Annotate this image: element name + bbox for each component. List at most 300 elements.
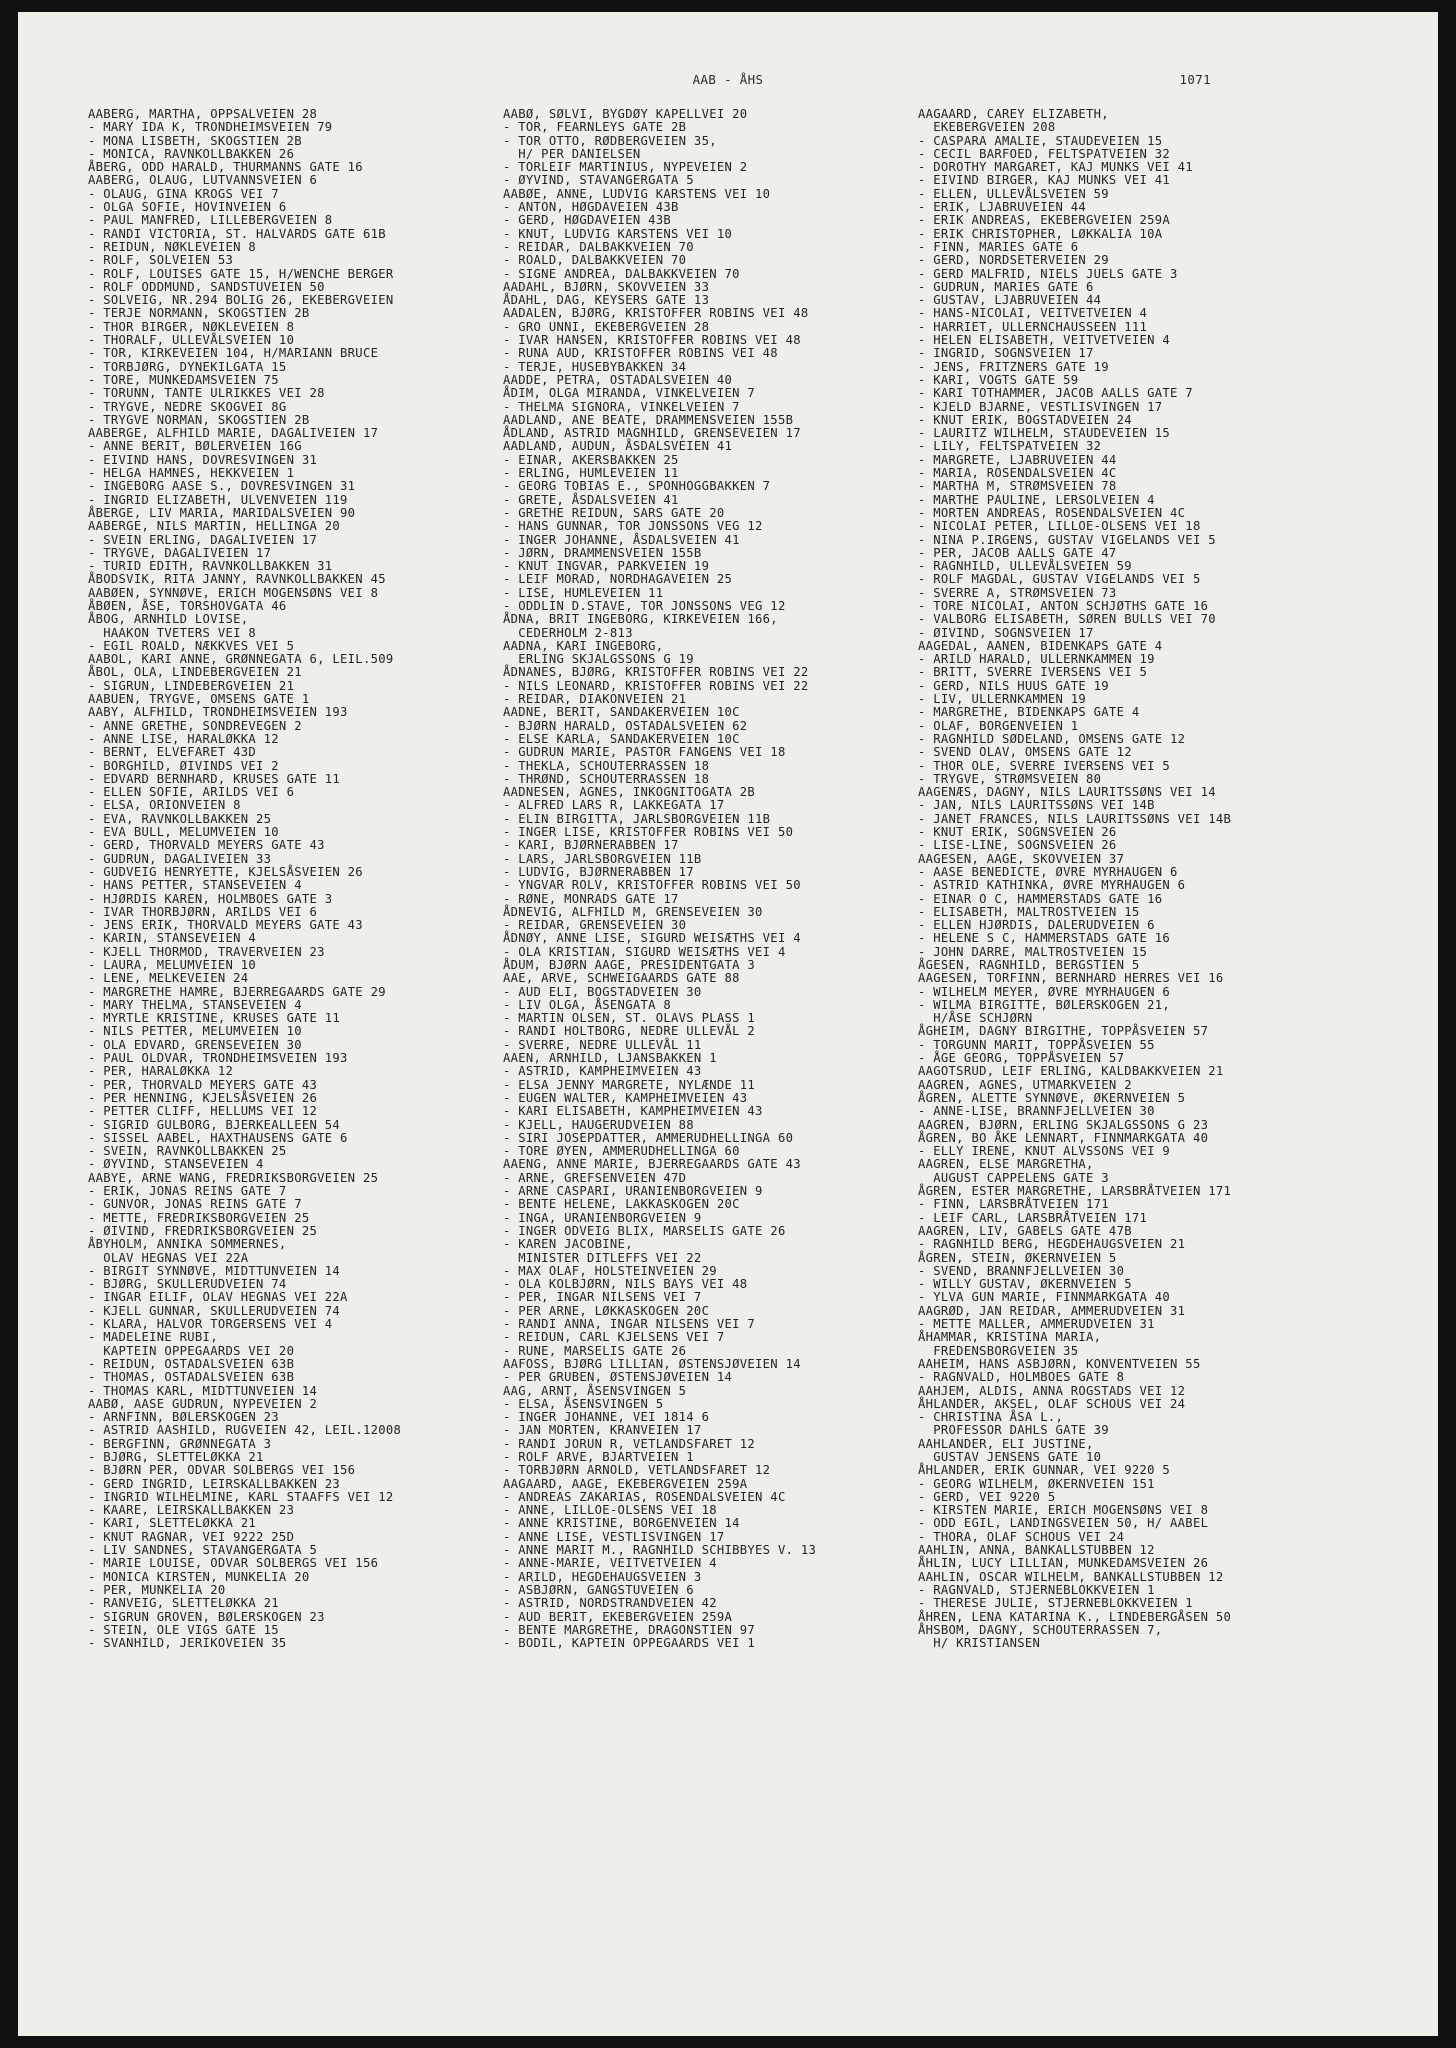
listing-entry: - ELSA, ÅSENSVINGEN 5 bbox=[503, 1396, 664, 1411]
listing-entry: AAHLANDER, ELI JUSTINE, bbox=[918, 1436, 1094, 1451]
listing-entry: AADLAND, ANE BEATE, DRAMMENSVEIEN 155B bbox=[503, 412, 794, 427]
listing-entry: - JØRN, DRAMMENSVEIEN 155B bbox=[503, 545, 702, 560]
listing-entry: - RANVEIG, SLETTELØKKA 21 bbox=[88, 1596, 279, 1611]
listing-entry: - PER HENNING, KJELSÅSVEIEN 26 bbox=[88, 1090, 318, 1105]
listing-entry: - BIRGIT SYNNØVE, MIDTTUNVEIEN 14 bbox=[88, 1263, 341, 1278]
listing-entry: - MARTHA M, STRØMSVEIEN 78 bbox=[918, 479, 1117, 494]
listing-entry: AADNE, BERIT, SANDAKERVEIEN 10C bbox=[503, 705, 740, 720]
listing-entry: AADDE, PETRA, OSTADALSVEIEN 40 bbox=[503, 372, 733, 387]
listing-entry: CEDERHOLM 2-813 bbox=[503, 625, 633, 640]
listing-entry: - KAARE, LEIRSKALLBAKKEN 23 bbox=[88, 1503, 295, 1518]
listing-entry: - KNUT RAGNAR, VEI 9222 25D bbox=[88, 1529, 295, 1544]
listing-entry: AAGREN, ELSE MARGRETHA, bbox=[918, 1157, 1094, 1172]
listing-entry: - ASTRID, NORDSTRANDVEIEN 42 bbox=[503, 1596, 717, 1611]
listing-entry: - AUD BERIT, EKEBERGVEIEN 259A bbox=[503, 1609, 733, 1624]
listing-entry: ÅHLANDER, ERIK GUNNAR, VEI 9220 5 bbox=[918, 1463, 1171, 1478]
listing-entry: - ARNFINN, BØLERSKOGEN 23 bbox=[88, 1410, 279, 1425]
listing-entry: ÅGESEN, RAGNHILD, BERGSTIEN 5 bbox=[918, 958, 1140, 972]
listing-entry: - PER, JACOB AALLS GATE 47 bbox=[918, 545, 1117, 560]
listing-entry: - HELEN ELISABETH, VEITVETVEIEN 4 bbox=[918, 333, 1171, 348]
listing-entry: - GERD, THORVALD MEYERS GATE 43 bbox=[88, 838, 325, 853]
listing-entry: - EVA BULL, MELUMVEIEN 10 bbox=[88, 825, 279, 840]
listing-entry: - HELGA HAMNES, HEKKVEIEN 1 bbox=[88, 466, 295, 481]
listing-entry: - ØIVIND, SOGNSVEIEN 17 bbox=[918, 625, 1094, 640]
listing-entry: - MARIE LOUISE, ODVAR SOLBERGS VEI 156 bbox=[88, 1556, 379, 1571]
listing-entry: - EVA, RAVNKOLLBAKKEN 25 bbox=[88, 811, 272, 826]
listing-entry: - KNUT ERIK, SOGNSVEIEN 26 bbox=[918, 825, 1117, 840]
listing-entry: ERLING SKJALGSSONS G 19 bbox=[503, 652, 694, 667]
listing-entry: - PER, HARALØKKA 12 bbox=[88, 1064, 234, 1079]
listing-entry: - SIGRUN GROVEN, BØLERSKOGEN 23 bbox=[88, 1609, 325, 1624]
listing-entry: - RANDI JORUN R, VETLANDSFARET 12 bbox=[503, 1436, 756, 1451]
listing-entry: - PAUL OLDVAR, TRONDHEIMSVEIEN 193 bbox=[88, 1051, 348, 1066]
listing-entry: - OLA EDVARD, GRENSEVEIEN 30 bbox=[88, 1037, 302, 1052]
listing-entry: - MORTEN ANDREAS, ROSENDALSVEIEN 4C bbox=[918, 505, 1186, 520]
listing-entry: - GRO UNNI, EKEBERGVEIEN 28 bbox=[503, 319, 710, 334]
listing-entry: - GUSTAV, LJABRUVEIEN 44 bbox=[918, 293, 1102, 308]
listing-entry: - INGER ODVEIG BLIX, MARSELIS GATE 26 bbox=[503, 1223, 786, 1238]
listing-entry: - GRETHE REIDUN, SARS GATE 20 bbox=[503, 505, 725, 520]
listing-entry: - GERD MALFRID, NIELS JUELS GATE 3 bbox=[918, 266, 1178, 281]
listing-entry: - SVANHILD, JERIKOVEIEN 35 bbox=[88, 1636, 287, 1651]
listing-entry: - NILS PETTER, MELUMVEIEN 10 bbox=[88, 1024, 302, 1039]
listing-entry: - ROLF ARVE, BJARTVEIEN 1 bbox=[503, 1449, 694, 1464]
listing-entry: - ROALD, DALBAKKVEIEN 70 bbox=[503, 253, 687, 268]
listing-entry: ÅGREN, BO ÅKE LENNART, FINNMARKGATA 40 bbox=[918, 1130, 1209, 1145]
listing-entry: - ANNE KRISTINE, BORGENVEIEN 14 bbox=[503, 1516, 740, 1531]
listing-column-3 bbox=[918, 108, 1343, 1650]
listing-entry: - KLARA, HALVOR TORGERSENS VEI 4 bbox=[88, 1317, 333, 1332]
listing-entry: AAGESEN, AAGE, SKOVVEIEN 37 bbox=[918, 851, 1125, 866]
listing-entry: KAPTEIN OPPEGAARDS VEI 20 bbox=[88, 1343, 295, 1358]
listing-entry: - TOR, KIRKEVEIEN 104, H/MARIANN BRUCE bbox=[88, 346, 379, 361]
listing-entry: - INGER JOHANNE, ÅSDALSVEIEN 41 bbox=[503, 532, 740, 547]
listing-entry: - FINN, LARSBRÅTVEIEN 171 bbox=[918, 1197, 1109, 1212]
listing-entry: - ANNE-LISE, BRANNFJELLVEIEN 30 bbox=[918, 1104, 1155, 1119]
listing-entry: FREDENSBORGVEIEN 35 bbox=[918, 1343, 1079, 1358]
listing-entry: - THORA, OLAF SCHOUS VEI 24 bbox=[918, 1529, 1125, 1544]
listing-entry: - KNUT, LUDVIG KARSTENS VEI 10 bbox=[503, 226, 733, 241]
listing-entry: - BENTE MARGRETHE, DRAGONSTIEN 97 bbox=[503, 1622, 756, 1637]
listing-entry: - WILMA BIRGITTE, BØLERSKOGEN 21, bbox=[918, 997, 1171, 1012]
listing-entry: - ELISABETH, MALTROSTVEIEN 15 bbox=[918, 904, 1140, 919]
listing-entry: - ASTRID KATHINKA, ØVRE MYRHAUGEN 6 bbox=[918, 878, 1186, 893]
listing-entry: - JAN MORTEN, KRANVEIEN 17 bbox=[503, 1423, 702, 1438]
listing-entry: - ELLY IRENE, KNUT ALVSSONS VEI 9 bbox=[918, 1144, 1171, 1159]
listing-entry: - SVEIN ERLING, DAGALIVEIEN 17 bbox=[88, 532, 318, 547]
listing-entry: - CECIL BARFOED, FELTSPATVEIEN 32 bbox=[918, 146, 1171, 161]
listing-entry: - KARI TOTHAMMER, JACOB AALLS GATE 7 bbox=[918, 386, 1193, 401]
listing-entry: - ROLF MAGDAL, GUSTAV VIGELANDS VEI 5 bbox=[918, 572, 1201, 587]
listing-entry: - ELIN BIRGITTA, JARLSBORGVEIEN 11B bbox=[503, 811, 771, 826]
listing-entry: - ÅGE GEORG, TOPPÅSVEIEN 57 bbox=[918, 1051, 1125, 1066]
listing-entry: - ASTRID AASHILD, RUGVEIEN 42, LEIL.12008 bbox=[88, 1423, 402, 1438]
listing-entry: - YLVA GUN MARIE, FINNMARKGATA 40 bbox=[918, 1290, 1171, 1305]
listing-entry: - RUNE, MARSELIS GATE 26 bbox=[503, 1343, 687, 1358]
listing-entry: - YNGVAR ROLV, KRISTOFFER ROBINS VEI 50 bbox=[503, 878, 801, 893]
listing-entry: - GUDRUN, MARIES GATE 6 bbox=[918, 279, 1094, 294]
listing-entry: - THOR BIRGER, NØKLEVEIEN 8 bbox=[88, 319, 295, 334]
listing-entry: - MARY THELMA, STANSEVEIEN 4 bbox=[88, 997, 302, 1012]
listing-entry: - MADELEINE RUBI, bbox=[88, 1330, 218, 1345]
listing-entry: - JANET FRANCES, NILS LAURITSSØNS VEI 14B bbox=[918, 811, 1232, 826]
listing-entry: AABY, ALFHILD, TRONDHEIMSVEIEN 193 bbox=[88, 705, 348, 720]
listing-entry: - BJØRN HARALD, OSTADALSVEIEN 62 bbox=[503, 718, 748, 733]
listing-entry: AABUEN, TRYGVE, OMSENS GATE 1 bbox=[88, 692, 310, 707]
listing-entry: - MARGRETE, LJABRUVEIEN 44 bbox=[918, 452, 1117, 467]
listing-entry: - LISE, HUMLEVEIEN 11 bbox=[503, 585, 664, 600]
listing-entry: - ASBJØRN, GANGSTUVEIEN 6 bbox=[503, 1582, 694, 1597]
listing-entry: - INGRID WILHELMINE, KARL STAAFFS VEI 12 bbox=[88, 1489, 394, 1504]
listing-entry: - GUDRUN MARIE, PASTOR FANGENS VEI 18 bbox=[503, 745, 786, 760]
listing-entry: - OLA KOLBJØRN, NILS BAYS VEI 48 bbox=[503, 1277, 748, 1292]
listing-entry: H/ PER DANIELSEN bbox=[503, 146, 641, 161]
listing-entry: AABØE, ANNE, LUDVIG KARSTENS VEI 10 bbox=[503, 186, 771, 201]
listing-entry: - ARILD HARALD, ULLERNKAMMEN 19 bbox=[918, 652, 1155, 667]
listing-entry: - SIRI JOSEPDATTER, AMMERUDHELLINGA 60 bbox=[503, 1130, 794, 1145]
listing-entry: ÅGHEIM, DAGNY BIRGITHE, TOPPÅSVEIEN 57 bbox=[918, 1024, 1209, 1039]
listing-entry: - ARILD, HEGDEHAUGSVEIEN 3 bbox=[503, 1569, 702, 1584]
listing-entry: AABERGE, NILS MARTIN, HELLINGA 20 bbox=[88, 519, 341, 534]
listing-entry: - TORE ØYEN, AMMERUDHELLINGA 60 bbox=[503, 1144, 740, 1159]
listing-entry: AAGAARD, CAREY ELIZABETH, bbox=[918, 108, 1109, 121]
listing-entry: - TURID EDITH, RAVNKOLLBAKKEN 31 bbox=[88, 559, 333, 574]
listing-entry: - PETTER CLIFF, HELLUMS VEI 12 bbox=[88, 1104, 318, 1119]
listing-entry: PROFESSOR DAHLS GATE 39 bbox=[918, 1423, 1109, 1438]
listing-entry: AAFOSS, BJØRG LILLIAN, ØSTENSJØVEIEN 14 bbox=[503, 1356, 801, 1371]
listing-entry: - METTE MALLER, AMMERUDVEIEN 31 bbox=[918, 1317, 1155, 1332]
listing-entry: - MARTHE PAULINE, LERSOLVEIEN 4 bbox=[918, 492, 1155, 507]
listing-entry: - TORUNN, TANTE ULRIKKES VEI 28 bbox=[88, 386, 325, 401]
listing-entry: - AUD ELI, BOGSTADVEIEN 30 bbox=[503, 984, 702, 999]
listing-entry: - TERJE, HUSEBYBAKKEN 34 bbox=[503, 359, 687, 374]
listing-entry: AAGESEN, TORFINN, BERNHARD HERRES VEI 16 bbox=[918, 971, 1224, 986]
listing-entry: - METTE, FREDRIKSBORGVEIEN 25 bbox=[88, 1210, 310, 1225]
listing-entry: ÅBOL, OLA, LINDEBERGVEIEN 21 bbox=[88, 665, 302, 680]
listing-entry: - TRYGVE, STRØMSVEIEN 80 bbox=[918, 771, 1102, 786]
listing-entry: - LENE, MELKEVEIEN 24 bbox=[88, 971, 249, 986]
listing-entry: - ERIK, JONAS REINS GATE 7 bbox=[88, 1184, 287, 1199]
listing-entry: - REIDAR, DALBAKKVEIEN 70 bbox=[503, 239, 694, 254]
listing-column-2 bbox=[503, 108, 928, 1650]
listing-entry: - KJELL THORMOD, TRAVERVEIEN 23 bbox=[88, 944, 325, 959]
listing-entry: - ANNE LISE, HARALØKKA 12 bbox=[88, 731, 279, 746]
listing-entry: - EGIL ROALD, NÆKKVES VEI 5 bbox=[88, 638, 295, 653]
listing-entry: - ANNE MARIT M., RAGNHILD SCHIBBYES V. 13 bbox=[503, 1543, 817, 1558]
listing-entry: - PER, INGAR NILSENS VEI 7 bbox=[503, 1290, 702, 1305]
listing-entry: - SIGRID GULBORG, BJERKEALLEEN 54 bbox=[88, 1117, 341, 1132]
listing-entry: - MARY IDA K, TRONDHEIMSVEIEN 79 bbox=[88, 120, 333, 135]
listing-entry: - RAGNVALD, HOLMBOES GATE 8 bbox=[918, 1370, 1125, 1385]
listing-entry: - THOMAS, OSTADALSVEIEN 63B bbox=[88, 1370, 295, 1385]
listing-entry: - KAREN JACOBINE, bbox=[503, 1237, 633, 1252]
listing-entry: - JENS, FRITZNERS GATE 19 bbox=[918, 359, 1109, 374]
page-number: 1071 bbox=[1179, 72, 1211, 87]
listing-entry: - TRYGVE, NEDRE SKOGVEI 8G bbox=[88, 399, 287, 414]
listing-entry: AAGAARD, AAGE, EKEBERGVEIEN 259A bbox=[503, 1476, 748, 1491]
listing-entry: AAGOTSRUD, LEIF ERLING, KALDBAKKVEIEN 21 bbox=[918, 1064, 1224, 1079]
listing-entry: - OLAUG, GINA KROGS VEI 7 bbox=[88, 186, 279, 201]
listing-entry: - HARRIET, ULLERNCHAUSSEEN 111 bbox=[918, 319, 1148, 334]
listing-entry: - ANTON, HØGDAVEIEN 43B bbox=[503, 200, 679, 215]
listing-entry: MINISTER DITLEFFS VEI 22 bbox=[503, 1250, 702, 1265]
listing-entry: - REIDUN, OSTADALSVEIEN 63B bbox=[88, 1356, 295, 1371]
listing-entry: - BRITT, SVERRE IVERSENS VEI 5 bbox=[918, 665, 1148, 680]
listing-entry: - PER, MUNKELIA 20 bbox=[88, 1582, 226, 1597]
listing-entry: - WILHELM MEYER, ØVRE MYRHAUGEN 6 bbox=[918, 984, 1171, 999]
listing-entry: - GEORG TOBIAS E., SPONHOGGBAKKEN 7 bbox=[503, 479, 771, 494]
listing-entry: ÅHLIN, LUCY LILLIAN, MUNKEDAMSVEIEN 26 bbox=[918, 1556, 1209, 1571]
listing-entry: - THEKLA, SCHOUTERRASSEN 18 bbox=[503, 758, 710, 773]
listing-entry: - JOHN DARRE, MALTROSTVEIEN 15 bbox=[918, 944, 1148, 959]
directory-page bbox=[18, 12, 1438, 2036]
listing-entry: EKEBERGVEIEN 208 bbox=[918, 120, 1056, 135]
listing-entry: - PAUL MANFRED, LILLEBERGVEIEN 8 bbox=[88, 213, 333, 228]
listing-entry: AADLAND, AUDUN, ÅSDALSVEIEN 41 bbox=[503, 439, 733, 454]
listing-entry: - KARIN, STANSEVEIEN 4 bbox=[88, 931, 257, 946]
listing-entry: - GERD, NILS HUUS GATE 19 bbox=[918, 678, 1109, 693]
listing-entry: - HJØRDIS KAREN, HOLMBOES GATE 3 bbox=[88, 891, 333, 906]
running-header-range: AAB - ÅHS bbox=[692, 72, 764, 87]
listing-entry: ÅBYHOLM, ANNIKA SOMMERNES, bbox=[88, 1237, 287, 1252]
listing-entry: - KARI, SLETTELØKKA 21 bbox=[88, 1516, 257, 1531]
listing-entry: - LISE-LINE, SOGNSVEIEN 26 bbox=[918, 838, 1117, 853]
listing-entry: ÅDUM, BJØRN AAGE, PRESIDENTGATA 3 bbox=[503, 958, 756, 972]
listing-entry: - ØYVIND, STANSEVEIEN 4 bbox=[88, 1157, 264, 1172]
listing-entry: AABERG, MARTHA, OPPSALVEIEN 28 bbox=[88, 108, 318, 121]
listing-entry: - GRETE, ÅSDALSVEIEN 41 bbox=[503, 492, 679, 507]
listing-entry: - BENTE HELENE, LAKKASKOGEN 20C bbox=[503, 1197, 740, 1212]
listing-entry: - BODIL, KAPTEIN OPPEGAARDS VEI 1 bbox=[503, 1636, 756, 1651]
listing-entry: ÅDLAND, ASTRID MAGNHILD, GRENSEVEIEN 17 bbox=[503, 426, 801, 441]
listing-entry: - GUDVEIG HENRYETTE, KJELSÅSVEIEN 26 bbox=[88, 864, 363, 879]
listing-entry: AAGREN, BJØRN, ERLING SKJALGSSONS G 23 bbox=[918, 1117, 1209, 1132]
listing-entry: - MONA LISBETH, SKOGSTIEN 2B bbox=[88, 133, 302, 148]
listing-entry: - TORE, MUNKEDAMSVEIEN 75 bbox=[88, 372, 279, 387]
listing-entry: - TRYGVE, DAGALIVEIEN 17 bbox=[88, 545, 272, 560]
listing-entry: - BERNT, ELVEFARET 43D bbox=[88, 745, 257, 760]
listing-entry: - STEIN, OLE VIGS GATE 15 bbox=[88, 1622, 279, 1637]
listing-entry: - TOR OTTO, RØDBERGVEIEN 35, bbox=[503, 133, 717, 148]
listing-entry: - KNUT INGVAR, PARKVEIEN 19 bbox=[503, 559, 710, 574]
listing-entry: - KNUT ERIK, BOGSTADVEIEN 24 bbox=[918, 412, 1132, 427]
listing-entry: - OLGA SOFIE, HOVINVEIEN 6 bbox=[88, 200, 287, 215]
listing-entry: ÅBODSVIK, RITA JANNY, RAVNKOLLBAKKEN 45 bbox=[88, 572, 386, 587]
listing-entry: - RUNA AUD, KRISTOFFER ROBINS VEI 48 bbox=[503, 346, 778, 361]
listing-entry: - KJELD BJARNE, VESTLISVINGEN 17 bbox=[918, 399, 1163, 414]
listing-entry: AAHLIN, OSCAR WILHELM, BANKALLSTUBBEN 12 bbox=[918, 1569, 1224, 1584]
listing-entry: AAGEDAL, AANEN, BIDENKAPS GATE 4 bbox=[918, 638, 1163, 653]
listing-entry: - REIDUN, NØKLEVEIEN 8 bbox=[88, 239, 257, 254]
listing-entry: - ODDLIN D.STAVE, TOR JONSSONS VEG 12 bbox=[503, 598, 786, 613]
listing-entry: - RANDI VICTORIA, ST. HALVARDS GATE 61B bbox=[88, 226, 386, 241]
listing-entry: - LARS, JARLSBORGVEIEN 11B bbox=[503, 851, 702, 866]
listing-entry: - BERGFINN, GRØNNEGATA 3 bbox=[88, 1436, 272, 1451]
listing-entry: - AASE BENEDICTE, ØVRE MYRHAUGEN 6 bbox=[918, 864, 1178, 879]
listing-entry: - ASTRID, KAMPHEIMVEIEN 43 bbox=[503, 1064, 702, 1079]
listing-entry: - HANS-NICOLAI, VEITVETVEIEN 4 bbox=[918, 306, 1148, 321]
listing-entry: - RAGNVALD, STJERNEBLOKKVEIEN 1 bbox=[918, 1582, 1155, 1597]
listing-entry: - SIGNE ANDREA, DALBAKKVEIEN 70 bbox=[503, 266, 740, 281]
listing-entry: - SVERRE A, STRØMSVEIEN 73 bbox=[918, 585, 1117, 600]
listing-entry: - GERD, VEI 9220 5 bbox=[918, 1489, 1056, 1504]
listing-entry: - HANS PETTER, STANSEVEIEN 4 bbox=[88, 878, 302, 893]
listing-entry: AAG, ARNT, ÅSENSVINGEN 5 bbox=[503, 1383, 687, 1398]
listing-entry: - MARGRETHE HAMRE, BJERREGAARDS GATE 29 bbox=[88, 984, 386, 999]
listing-entry: - ERLING, HUMLEVEIEN 11 bbox=[503, 466, 679, 481]
listing-entry: - SVERRE, NEDRE ULLEVÅL 11 bbox=[503, 1037, 702, 1052]
listing-entry: - ERIK ANDREAS, EKEBERGVEIEN 259A bbox=[918, 213, 1171, 228]
listing-entry: ÅDNA, BRIT INGEBORG, KIRKEVEIEN 166, bbox=[503, 612, 778, 627]
listing-entry: - ERIK, LJABRUVEIEN 44 bbox=[918, 200, 1087, 215]
listing-entry: - EINAR, AKERSBAKKEN 25 bbox=[503, 452, 679, 467]
listing-entry: - NICOLAI PETER, LILLOE-OLSENS VEI 18 bbox=[918, 519, 1201, 534]
listing-entry: AAGRØD, JAN REIDAR, AMMERUDVEIEN 31 bbox=[918, 1303, 1186, 1318]
listing-entry: - EIVIND BIRGER, KAJ MUNKS VEI 41 bbox=[918, 173, 1171, 188]
listing-entry: - KARI, BJØRNERABBEN 17 bbox=[503, 838, 679, 853]
listing-entry: ÅDIM, OLGA MIRANDA, VINKELVEIEN 7 bbox=[503, 386, 756, 401]
listing-entry: - GERD INGRID, LEIRSKALLBAKKEN 23 bbox=[88, 1476, 341, 1491]
listing-entry: - ELSA JENNY MARGRETE, NYLÆNDE 11 bbox=[503, 1077, 756, 1092]
listing-entry: - KJELL GUNNAR, SKULLERUDVEIEN 74 bbox=[88, 1303, 341, 1318]
listing-entry: AAGREN, LIV, GABELS GATE 47B bbox=[918, 1223, 1132, 1238]
listing-entry: - CHRISTINA ÅSA L., bbox=[918, 1410, 1064, 1425]
listing-entry: - TERJE NORMANN, SKOGSTIEN 2B bbox=[88, 306, 310, 321]
listing-entry: AAGREN, AGNES, UTMARKVEIEN 2 bbox=[918, 1077, 1132, 1092]
listing-entry: - ELLEN HJØRDIS, DALERUDVEIEN 6 bbox=[918, 918, 1155, 933]
listing-entry: - INGEBORG AASE S., DOVRESVINGEN 31 bbox=[88, 479, 356, 494]
listing-entry: ÅGREN, STEIN, ØKERNVEIEN 5 bbox=[918, 1250, 1117, 1265]
listing-entry: - JAN, NILS LAURITSSØNS VEI 14B bbox=[918, 798, 1155, 813]
listing-entry: AABERGE, ALFHILD MARIE, DAGALIVEIEN 17 bbox=[88, 426, 379, 441]
listing-entry: AADALEN, BJØRG, KRISTOFFER ROBINS VEI 48 bbox=[503, 306, 809, 321]
listing-entry: - MARTIN OLSEN, ST. OLAVS PLASS 1 bbox=[503, 1011, 756, 1026]
listing-entry: - LUDVIG, BJØRNERABBEN 17 bbox=[503, 864, 694, 879]
listing-entry: - TORE NICOLAI, ANTON SCHJØTHS GATE 16 bbox=[918, 598, 1209, 613]
listing-entry: ÅDNEVIG, ALFHILD M, GRENSEVEIEN 30 bbox=[503, 904, 763, 919]
listing-entry: - REIDUN, CARL KJELSENS VEI 7 bbox=[503, 1330, 725, 1345]
listing-entry: ÅDAHL, DAG, KEYSERS GATE 13 bbox=[503, 293, 710, 308]
listing-entry: - ØYVIND, STAVANGERGATA 5 bbox=[503, 173, 694, 188]
listing-entry: - ALFRED LARS R, LAKKEGATA 17 bbox=[503, 798, 725, 813]
listing-entry: - MONICA, RAVNKOLLBAKKEN 26 bbox=[88, 146, 295, 161]
listing-entry: ÅDNANES, BJØRG, KRISTOFFER ROBINS VEI 22 bbox=[503, 665, 809, 680]
listing-entry: - LEIF MORAD, NORDHAGAVEIEN 25 bbox=[503, 572, 733, 587]
listing-entry: - KIRSTEN MARIE, ERICH MOGENSØNS VEI 8 bbox=[918, 1503, 1209, 1518]
listing-entry: - SOLVEIG, NR.294 BOLIG 26, EKEBERGVEIEN bbox=[88, 293, 394, 308]
listing-entry: - ØIVIND, FREDRIKSBORGVEIEN 25 bbox=[88, 1223, 318, 1238]
listing-entry: - IVAR HANSEN, KRISTOFFER ROBINS VEI 48 bbox=[503, 333, 801, 348]
listing-entry: - MONICA KIRSTEN, MUNKELIA 20 bbox=[88, 1569, 310, 1584]
listing-entry: AABØ, SØLVI, BYGDØY KAPELLVEI 20 bbox=[503, 108, 748, 121]
listing-entry: - MAX OLAF, HOLSTEINVEIEN 29 bbox=[503, 1263, 717, 1278]
listing-entry: - THOR OLE, SVERRE IVERSENS VEI 5 bbox=[918, 758, 1171, 773]
listing-entry: - THOMAS KARL, MIDTTUNVEIEN 14 bbox=[88, 1383, 318, 1398]
listing-entry: - CASPARA AMALIE, STAUDEVEIEN 15 bbox=[918, 133, 1163, 148]
listing-entry: ÅHREN, LENA KATARINA K., LINDEBERGÅSEN 50 bbox=[918, 1609, 1232, 1624]
listing-entry: - INGER JOHANNE, VEI 1814 6 bbox=[503, 1410, 710, 1425]
listing-entry: - LEIF CARL, LARSBRÅTVEIEN 171 bbox=[918, 1210, 1148, 1225]
listing-entry: - INGRID, SOGNSVEIEN 17 bbox=[918, 346, 1094, 361]
listing-entry: AAHJEM, ALDIS, ANNA ROGSTADS VEI 12 bbox=[918, 1383, 1186, 1398]
listing-entry: - ANNE GRETHE, SONDREVEGEN 2 bbox=[88, 718, 302, 733]
listing-entry: - ROLF, SOLVEIEN 53 bbox=[88, 253, 234, 268]
listing-entry: ÅHSBOM, DAGNY, SCHOUTERRASSEN 7, bbox=[918, 1622, 1163, 1637]
listing-entry: - HANS GUNNAR, TOR JONSSONS VEG 12 bbox=[503, 519, 763, 534]
listing-entry: - ROLF ODDMUND, SANDSTUVEIEN 50 bbox=[88, 279, 325, 294]
listing-entry: - DOROTHY MARGARET, KAJ MUNKS VEI 41 bbox=[918, 160, 1193, 175]
listing-entry: - TOR, FEARNLEYS GATE 2B bbox=[503, 120, 687, 135]
listing-entry: - SIGRUN, LINDEBERGVEIEN 21 bbox=[88, 678, 295, 693]
listing-entry: - ARNE, GREFSENVEIEN 47D bbox=[503, 1170, 687, 1185]
listing-entry: AADNESEN, AGNES, INKOGNITOGATA 2B bbox=[503, 785, 756, 800]
listing-entry: - ERIK CHRISTOPHER, LØKKALIA 10A bbox=[918, 226, 1163, 241]
listing-entry: - NILS LEONARD, KRISTOFFER ROBINS VEI 22 bbox=[503, 678, 809, 693]
listing-entry: - LAURA, MELUMVEIEN 10 bbox=[88, 958, 257, 972]
listing-entry: ÅGREN, ESTER MARGRETHE, LARSBRÅTVEIEN 171 bbox=[918, 1184, 1232, 1199]
listing-entry: - WILLY GUSTAV, ØKERNVEIEN 5 bbox=[918, 1277, 1132, 1292]
listing-entry: - ELLEN, ULLEVÅLSVEIEN 59 bbox=[918, 186, 1109, 201]
listing-entry: ÅHLANDER, AKSEL, OLAF SCHOUS VEI 24 bbox=[918, 1396, 1186, 1411]
listing-entry: - THORALF, ULLEVÅLSVEIEN 10 bbox=[88, 333, 295, 348]
listing-entry: - RAGNHILD SØDELAND, OMSENS GATE 12 bbox=[918, 731, 1186, 746]
listing-entry: - EUGEN WALTER, KAMPHEIMVEIEN 43 bbox=[503, 1090, 748, 1105]
listing-entry: AABØ, AASE GUDRUN, NYPEVEIEN 2 bbox=[88, 1396, 318, 1411]
listing-entry: ÅBERG, ODD HARALD, THURMANNS GATE 16 bbox=[88, 160, 363, 175]
listing-entry: - TORBJØRG, DYNEKILGATA 15 bbox=[88, 359, 287, 374]
listing-entry: - TORBJØRN ARNOLD, VETLANDSFARET 12 bbox=[503, 1463, 771, 1478]
listing-entry: - THERESE JULIE, STJERNEBLOKKVEIEN 1 bbox=[918, 1596, 1193, 1611]
listing-entry: - TORLEIF MARTINIUS, NYPEVEIEN 2 bbox=[503, 160, 748, 175]
listing-entry: - KARI ELISABETH, KAMPHEIMVEIEN 43 bbox=[503, 1104, 763, 1119]
listing-entry: - IVAR THORBJØRN, ARILDS VEI 6 bbox=[88, 904, 318, 919]
listing-entry: - ANDREAS ZAKARIAS, ROSENDALSVEIEN 4C bbox=[503, 1489, 786, 1504]
listing-entry: - GUNVOR, JONAS REINS GATE 7 bbox=[88, 1197, 302, 1212]
listing-entry: - SISSEL AABEL, HAXTHAUSENS GATE 6 bbox=[88, 1130, 348, 1145]
listing-entry: - SVEND OLAV, OMSENS GATE 12 bbox=[918, 745, 1132, 760]
listing-entry: - ELSE KARLA, SANDAKERVEIEN 10C bbox=[503, 731, 740, 746]
listing-entry: H/ÅSE SCHJØRN bbox=[918, 1011, 1033, 1026]
listing-entry: - ROLF, LOUISES GATE 15, H/WENCHE BERGER bbox=[88, 266, 394, 281]
listing-entry: - LIV OLGA, ÅSENGATA 8 bbox=[503, 997, 672, 1012]
listing-entry: H/ KRISTIANSEN bbox=[918, 1636, 1041, 1651]
listing-entry: - HELENE S C, HAMMERSTADS GATE 16 bbox=[918, 931, 1171, 946]
listing-entry: - PER GRUBEN, ØSTENSJØVEIEN 14 bbox=[503, 1370, 733, 1385]
listing-entry: - FINN, MARIES GATE 6 bbox=[918, 239, 1079, 254]
listing-entry: - RAGNHILD, ULLEVÅLSVEIEN 59 bbox=[918, 559, 1132, 574]
listing-entry: ÅGREN, ALETTE SYNNØVE, ØKERNVEIEN 5 bbox=[918, 1090, 1186, 1105]
listing-entry: - SVEND, BRANNFJELLVEIEN 30 bbox=[918, 1263, 1125, 1278]
listing-entry: - THRØND, SCHOUTERRASSEN 18 bbox=[503, 771, 710, 786]
listing-entry: - ODD EGIL, LANDINGSVEIEN 50, H/ AABEL bbox=[918, 1516, 1209, 1531]
listing-entry: - MYRTLE KRISTINE, KRUSES GATE 11 bbox=[88, 1011, 341, 1026]
listing-entry: ÅBERGE, LIV MARIA, MARIDALSVEIEN 90 bbox=[88, 505, 356, 520]
listing-entry: - RØNE, MONRADS GATE 17 bbox=[503, 891, 679, 906]
listing-entry: AAEN, ARNHILD, LJANSBAKKEN 1 bbox=[503, 1051, 717, 1066]
listing-entry: - INGAR EILIF, OLAV HEGNAS VEI 22A bbox=[88, 1290, 348, 1305]
listing-entry: - EINAR O C, HAMMERSTADS GATE 16 bbox=[918, 891, 1163, 906]
listing-entry: - KARI, VOGTS GATE 59 bbox=[918, 372, 1079, 387]
listing-entry: - BORGHILD, ØIVINDS VEI 2 bbox=[88, 758, 279, 773]
listing-entry: - NINA P.IRGENS, GUSTAV VIGELANDS VEI 5 bbox=[918, 532, 1216, 547]
listing-entry: - BJØRN PER, ODVAR SOLBERGS VEI 156 bbox=[88, 1463, 356, 1478]
listing-entry: - GERD, HØGDAVEIEN 43B bbox=[503, 213, 672, 228]
listing-entry: - RANDI HOLTBORG, NEDRE ULLEVÅL 2 bbox=[503, 1024, 756, 1039]
listing-entry: - OLAF, BORGENVEIEN 1 bbox=[918, 718, 1079, 733]
listing-entry: OLAV HEGNAS VEI 22A bbox=[88, 1250, 249, 1265]
listing-entry: - RAGNHILD BERG, HEGDEHAUGSVEIEN 21 bbox=[918, 1237, 1186, 1252]
listing-entry: - INGA, URANIENBORGVEIEN 9 bbox=[503, 1210, 702, 1225]
